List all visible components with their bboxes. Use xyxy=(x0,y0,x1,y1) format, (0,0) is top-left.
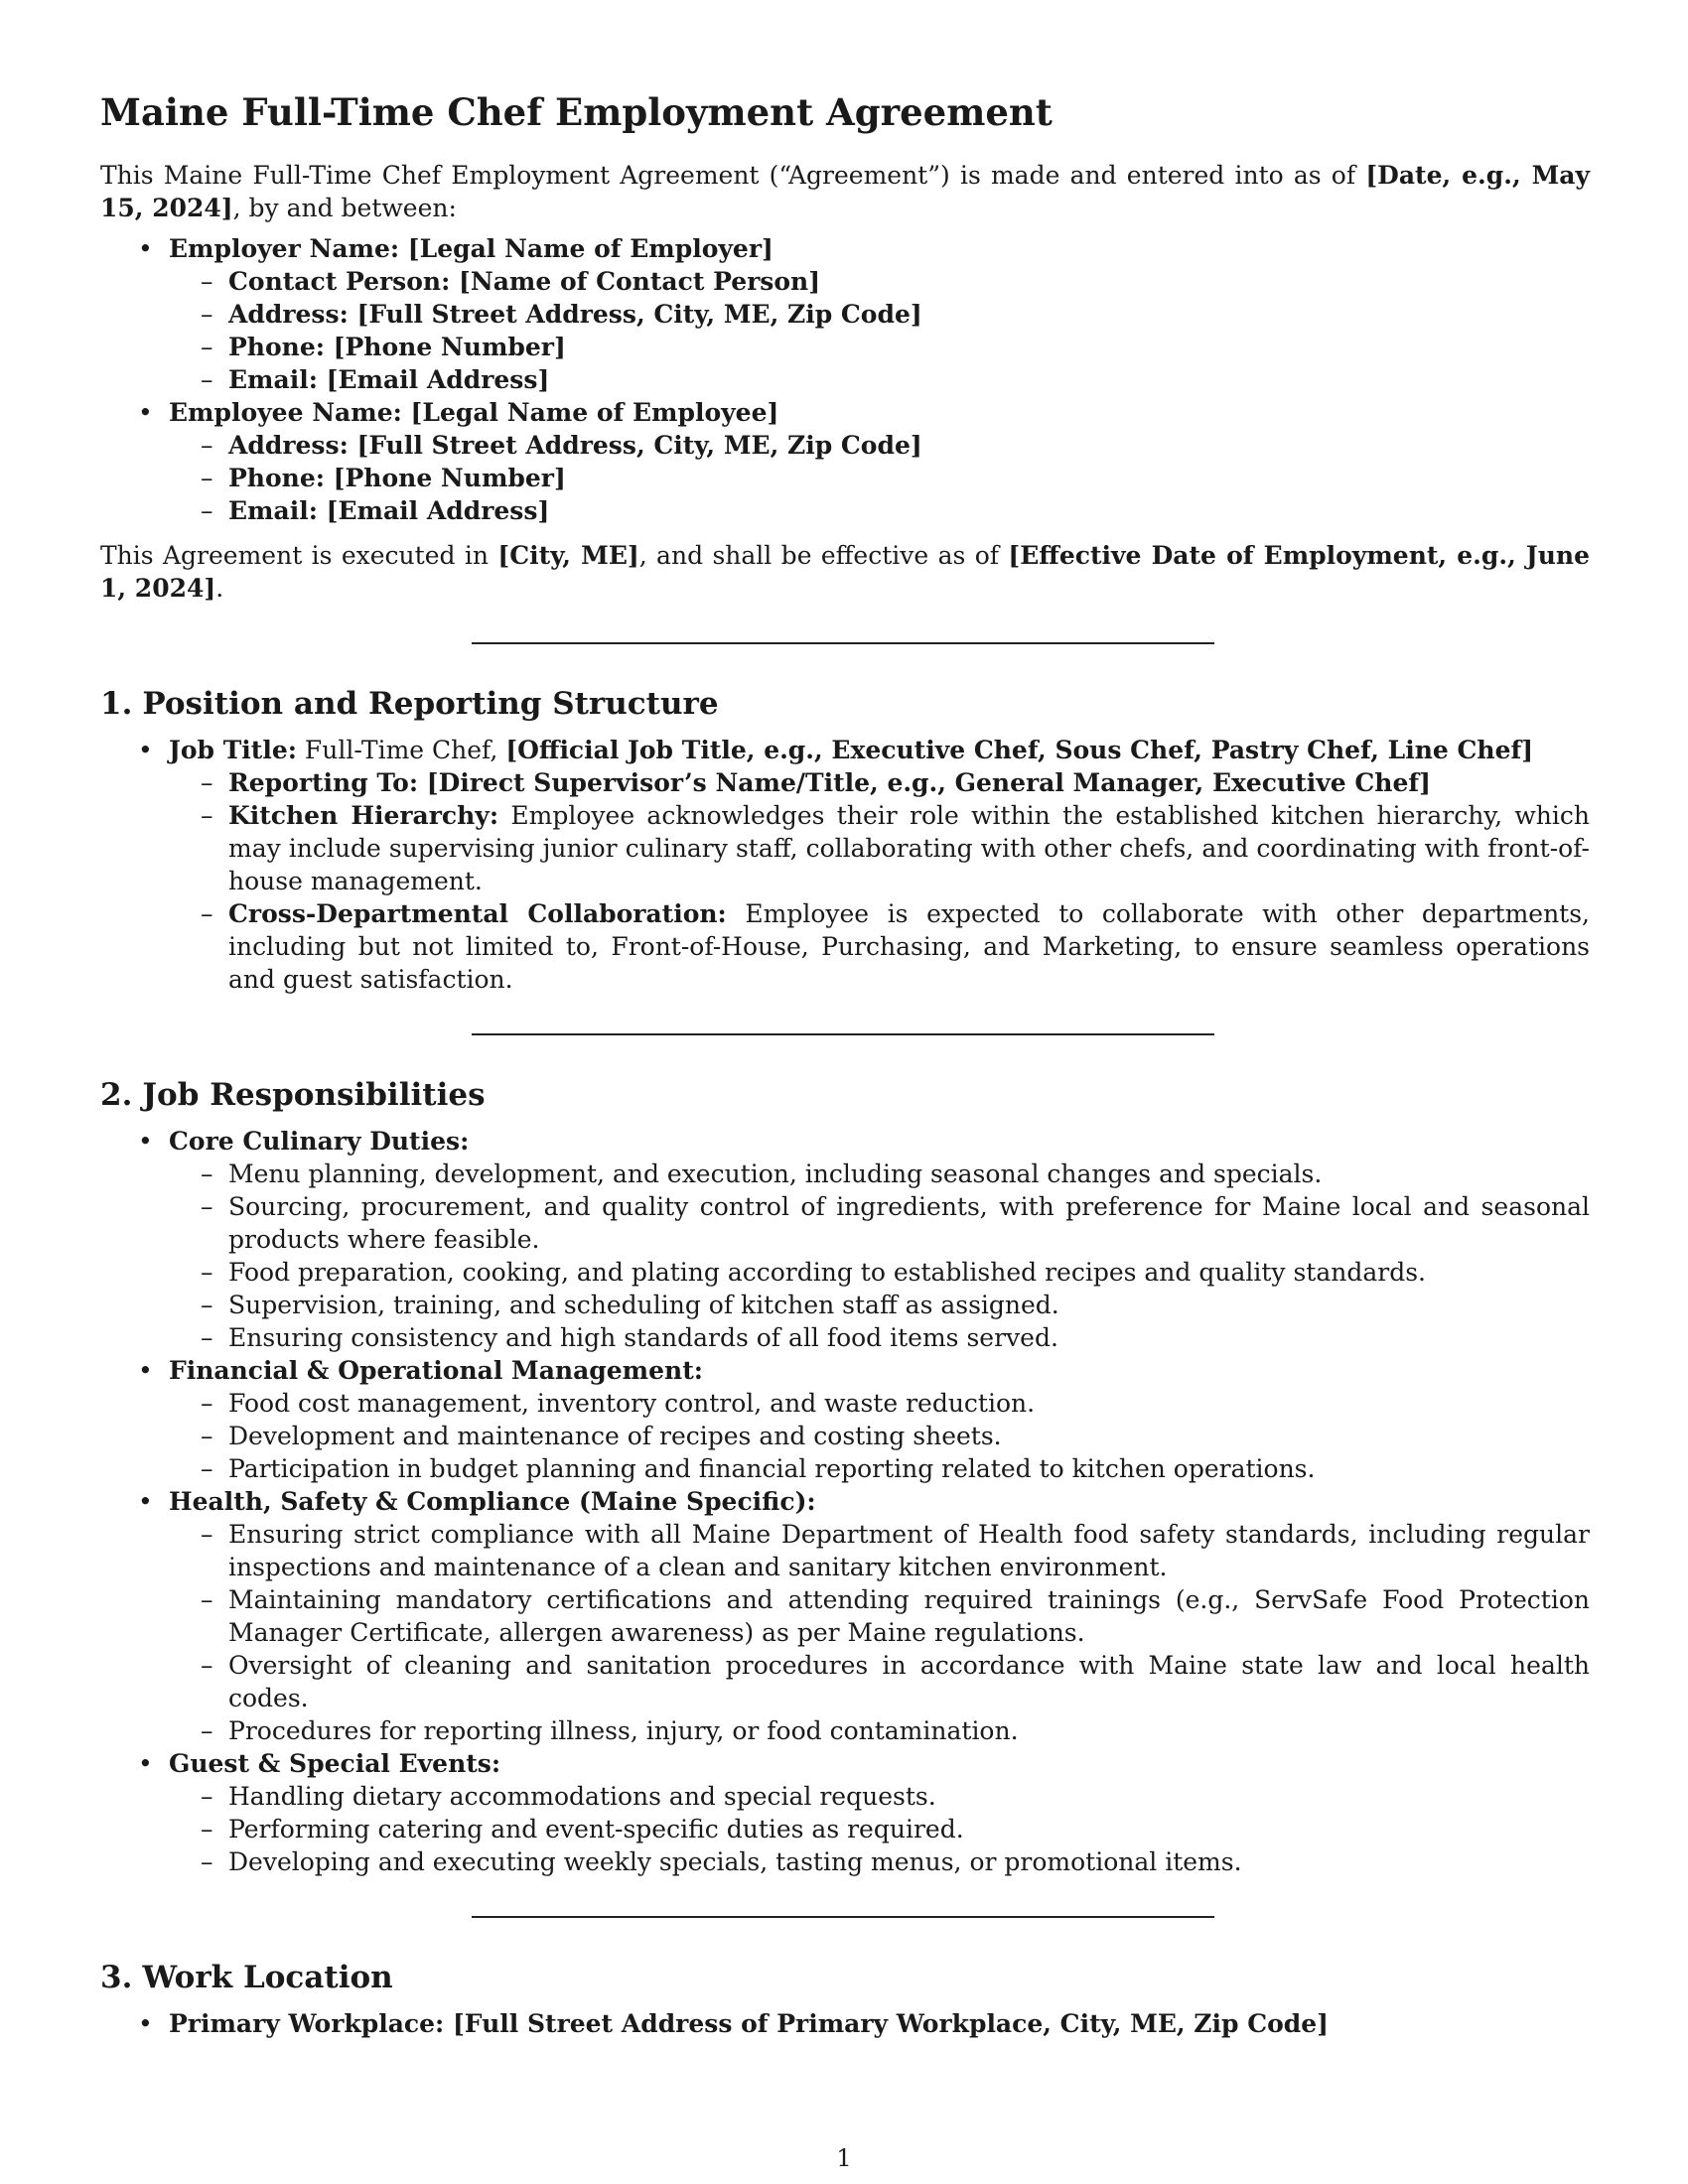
section-1-list xyxy=(100,734,1590,996)
effective-date: [Effective Date of Employment, e.g., June 1, 2024] xyxy=(100,541,1591,603)
employee-address-text: Address: [Full Street Address, City, ME, Zip Code] xyxy=(228,431,922,460)
employee-email xyxy=(169,494,1590,527)
job-title-value: [Official Job Title, e.g., Executive Chef, Sous Chef, Pastry Chef, Line Chef] xyxy=(505,736,1534,764)
employer-details xyxy=(169,265,1590,396)
list-item: – Menu planning, development, and execution, including seasonal changes and specials. xyxy=(169,1158,1590,1190)
section-3-list xyxy=(100,2007,1590,2040)
employee-address xyxy=(169,429,1590,462)
employer-email-text: Email: [Email Address] xyxy=(228,365,550,394)
job-title-label: Job Title: xyxy=(169,736,297,764)
job-title-item xyxy=(100,734,1590,996)
list-item: – Development and maintenance of recipes and costing sheets. xyxy=(169,1420,1590,1452)
collaboration-label: Cross-Departmental Collaboration: xyxy=(228,899,727,928)
list-item: – Oversight of cleaning and sanitation procedures in accordance with Maine state law and local health codes. xyxy=(169,1649,1590,1714)
employee-phone-text: Phone: [Phone Number] xyxy=(228,464,566,492)
hierarchy-text: Employee acknowledges their role within the established kitchen hierarchy, which may include supervising junior culinary staff, collaborating with other chefs, and coordinating with front-of-house management. xyxy=(228,801,1590,895)
section-3-heading xyxy=(100,1956,1590,1999)
list-item: – Ensuring strict compliance with all Maine Department of Health food safety standards, including regular inspections and maintenance of a clean and sanitary kitchen environment. xyxy=(169,1518,1590,1583)
employee-item xyxy=(100,396,1590,527)
section-2-title: Job Responsibilities xyxy=(142,1077,486,1113)
list-item: – Participation in budget planning and financial reporting related to kitchen operations. xyxy=(169,1452,1590,1485)
section-1-title: Position and Reporting Structure xyxy=(142,686,719,722)
execution-city: [City, ME] xyxy=(497,541,639,570)
section-divider xyxy=(472,642,1214,644)
responsibility-group xyxy=(100,1485,1590,1747)
primary-workplace-item xyxy=(100,2007,1590,2040)
agreement-date: [Date, e.g., May 15, 2024] xyxy=(100,161,1591,222)
employer-address-text: Address: [Full Street Address, City, ME, Zip Code] xyxy=(228,300,922,329)
section-2-list xyxy=(100,1125,1590,1878)
list-item: – Procedures for reporting illness, injury, or food contamination. xyxy=(169,1714,1590,1747)
group-items xyxy=(169,1158,1590,1354)
hierarchy-item xyxy=(169,799,1590,897)
list-item: – Maintaining mandatory certifications and attending required trainings (e.g., ServSafe Food Protection Manager Certificate, allergen awareness) as per Maine regulations. xyxy=(169,1583,1590,1649)
responsibility-group xyxy=(100,1747,1590,1878)
employer-contact xyxy=(169,265,1590,298)
list-item: – Ensuring consistency and high standards of all food items served. xyxy=(169,1321,1590,1354)
job-title-details xyxy=(169,766,1590,996)
section-divider xyxy=(472,1033,1214,1035)
collaboration-item xyxy=(169,897,1590,996)
group-label: Health, Safety & Compliance (Maine Specific): xyxy=(169,1487,816,1516)
page-number: 1 xyxy=(836,2144,852,2172)
employer-item xyxy=(100,232,1590,396)
employer-email xyxy=(169,363,1590,396)
execution-suffix: . xyxy=(215,574,224,603)
parties-list xyxy=(100,232,1590,527)
execution-middle: , and shall be effective as of xyxy=(638,541,1009,570)
group-label: Financial & Operational Management: xyxy=(169,1356,703,1385)
group-items xyxy=(169,1780,1590,1878)
hierarchy-label: Kitchen Hierarchy: xyxy=(228,801,499,830)
employee-name: Employee Name: [Legal Name of Employee] xyxy=(169,398,779,427)
section-1-number: 1. xyxy=(100,686,133,722)
intro-suffix: , by and between: xyxy=(232,194,457,222)
document-content xyxy=(100,87,1590,2052)
list-item: – Developing and executing weekly specials, tasting menus, or promotional items. xyxy=(169,1845,1590,1878)
group-label: Guest & Special Events: xyxy=(169,1749,501,1778)
execution-paragraph xyxy=(100,539,1590,605)
employee-email-text: Email: [Email Address] xyxy=(228,496,550,525)
group-label: Core Culinary Duties: xyxy=(169,1127,470,1156)
intro-paragraph xyxy=(100,159,1590,224)
employee-details xyxy=(169,429,1590,527)
reporting-text: Reporting To: [Direct Supervisor’s Name/Title, e.g., General Manager, Executive Chef] xyxy=(228,768,1431,797)
list-item: – Food cost management, inventory control, and waste reduction. xyxy=(169,1387,1590,1420)
section-divider xyxy=(472,1916,1214,1918)
responsibility-group xyxy=(100,1354,1590,1485)
employer-name: Employer Name: [Legal Name of Employer] xyxy=(169,234,774,263)
list-item: – Food preparation, cooking, and plating according to established recipes and quality standards. xyxy=(169,1256,1590,1289)
section-2-heading xyxy=(100,1073,1590,1117)
collaboration-text: Employee is expected to collaborate with other departments, including but not limited to, Front-of-House, Purchasing, and Marketing, to ensure seamless operations and guest satisfaction. xyxy=(228,899,1590,994)
job-title-text: Full-Time Chef, xyxy=(296,736,506,764)
section-1-heading xyxy=(100,682,1590,726)
list-item: – Performing catering and event-specific duties as required. xyxy=(169,1813,1590,1845)
list-item: – Handling dietary accommodations and special requests. xyxy=(169,1780,1590,1813)
intro-text: This Maine Full-Time Chef Employment Agreement (“Agreement”) is made and entered into as of xyxy=(100,161,1366,190)
primary-workplace: Primary Workplace: [Full Street Address of Primary Workplace, City, ME, Zip Code] xyxy=(169,2009,1330,2038)
section-3-title: Work Location xyxy=(142,1960,393,1995)
group-items xyxy=(169,1387,1590,1485)
list-item: – Supervision, training, and scheduling of kitchen staff as assigned. xyxy=(169,1289,1590,1321)
list-item: – Sourcing, procurement, and quality control of ingredients, with preference for Maine local and seasonal products where feasible. xyxy=(169,1190,1590,1256)
employer-contact-text: Contact Person: [Name of Contact Person] xyxy=(228,267,821,296)
employer-phone xyxy=(169,331,1590,363)
reporting-item xyxy=(169,766,1590,799)
document-title: Maine Full-Time Chef Employment Agreement xyxy=(100,90,1053,134)
employer-address xyxy=(169,298,1590,331)
section-3-number: 3. xyxy=(100,1960,133,1995)
employer-phone-text: Phone: [Phone Number] xyxy=(228,333,566,361)
responsibility-group xyxy=(100,1125,1590,1354)
group-items xyxy=(169,1518,1590,1747)
employee-phone xyxy=(169,462,1590,494)
execution-text: This Agreement is executed in xyxy=(100,541,498,570)
section-2-number: 2. xyxy=(100,1077,133,1113)
